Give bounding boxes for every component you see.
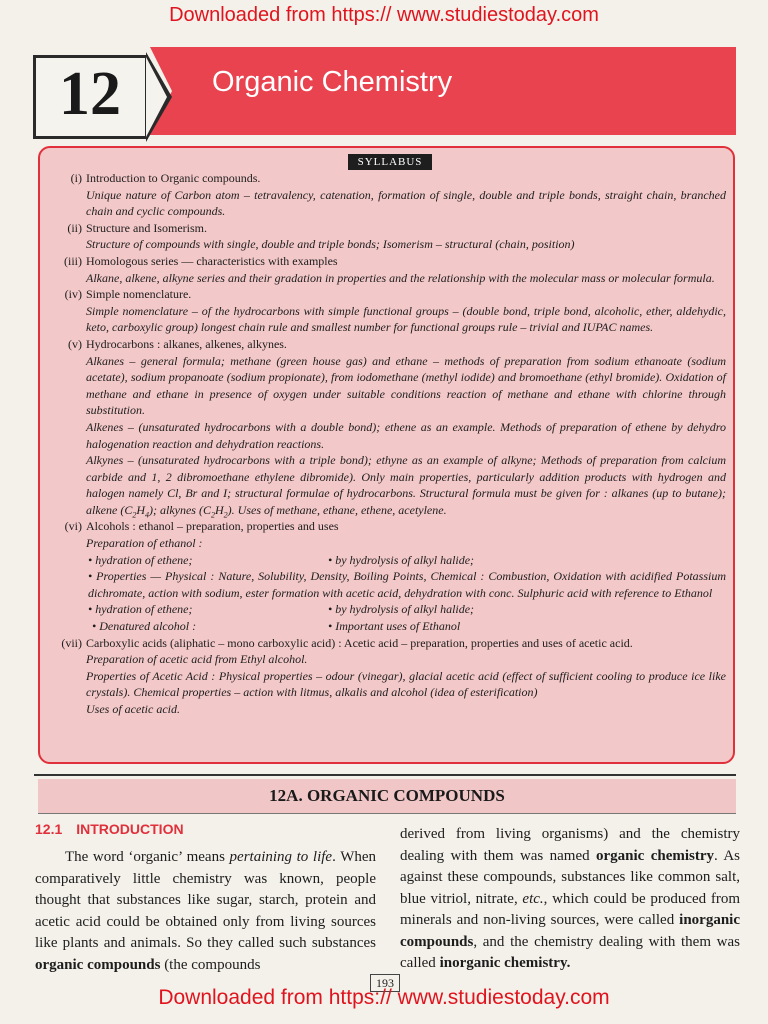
- item-description: Preparation of acetic acid from Ethyl alcohol.: [86, 652, 308, 667]
- item-number: (vi): [64, 519, 82, 534]
- item-description: Alkane, alkene, alkyne series and their gradation in properties and the relationship with the molecular mass or molecular formula.: [86, 270, 715, 285]
- alkynes-tail: ). Uses of methane, ethane, ethene, acetylene.: [227, 502, 447, 517]
- bullet-item: • hydration of ethene;: [88, 552, 193, 567]
- text-bold: inorganic chemistry.: [439, 955, 571, 971]
- item-subheading: Preparation of ethanol :: [86, 536, 203, 551]
- item-description: Unique nature of Carbon atom – tetravalency, catenation, formation of single, double and triple bonds, straight chain, branched chain and cyclic compounds.: [86, 187, 726, 219]
- intro-title: INTRODUCTION: [76, 821, 184, 837]
- syllabus-list: [50, 170, 726, 718]
- item-number: (v): [68, 336, 82, 351]
- text-run: The word ‘organic’ means: [65, 849, 230, 865]
- item-description-alkenes: Alkenes – (unsaturated hydrocarbons with a double bond); ethene as an example. Methods of preparation of ethene by dehydro halogenation reaction and dehydration reactions.: [86, 419, 726, 451]
- formula-c: C: [124, 502, 133, 517]
- formula-sub: 2: [211, 510, 215, 520]
- item-title: Simple nomenclature.: [86, 287, 192, 302]
- syllabus-item: [50, 635, 726, 718]
- text-bold: organic chemistry: [596, 847, 715, 864]
- chapter-arrow-inner: [146, 57, 167, 137]
- item-title: Hydrocarbons : alkanes, alkenes, alkynes.: [86, 336, 287, 351]
- item-description-alkynes: [86, 452, 726, 518]
- bullet-item: • Important uses of Ethanol: [328, 619, 461, 634]
- formula-h: H: [215, 502, 224, 517]
- formula-sub: 4: [145, 510, 149, 520]
- bullet-item: • by hydrolysis of alkyl halide;: [328, 552, 475, 567]
- syllabus-item: [50, 286, 726, 336]
- section-rule: [34, 774, 736, 776]
- bullet-item: • Denatured alcohol :: [92, 619, 197, 634]
- item-description: Simple nomenclature – of the hydrocarbons with simple functional groups – (double bond, triple bond, alcoholic, ether, aldehydic, keto, carboxylic group) longest chain rule and smallest number for functional groups rule – trivial and IUPAC names.: [86, 303, 726, 335]
- page-number: 193: [370, 974, 400, 992]
- text-run: , and the chemistry dealing with them was called: [400, 933, 740, 971]
- intro-left-column: [35, 847, 376, 976]
- syllabus-item: [50, 336, 726, 519]
- formula-sub: 2: [132, 510, 137, 520]
- syllabus-item: [50, 170, 726, 220]
- text-run: (the compounds: [160, 956, 261, 973]
- bullet-row: [86, 601, 726, 618]
- item-title: Alcohols : ethanol – preparation, properties and uses: [86, 519, 339, 534]
- formula-c: C: [202, 502, 211, 517]
- item-number: (i): [70, 171, 82, 185]
- item-number: (iii): [64, 253, 82, 268]
- item-description: Structure of compounds with single, double and triple bonds; Isomerism – structural (chain, position): [86, 237, 575, 252]
- item-description: Alkanes – general formula; methane (green house gas) and ethane – methods of preparation from sodium ethanoate (sodium acetate), sodium propanoate (sodium propionate), from iodomethane (methyl iodide) and bromoethane (ethyl bromide). Oxidation of methane and ethane in presence of oxygen under suitable conditions reaction of methane and ethane with chlorine through substitution.: [86, 353, 726, 418]
- bullet-row: [86, 568, 726, 601]
- syllabus-item: [50, 518, 726, 634]
- formula-h: H: [136, 502, 145, 517]
- item-number: (ii): [67, 220, 82, 235]
- intro-heading: [35, 821, 184, 837]
- bullet-row: [86, 552, 726, 569]
- syllabus-label: SYLLABUS: [348, 154, 432, 170]
- item-title: Introduction to Organic compounds.: [86, 171, 261, 185]
- formula-sub: 2: [223, 510, 228, 520]
- syllabus-item: [50, 220, 726, 253]
- text-run: . As against these compounds, substances like common salt, blue vitriol, nitrate,: [400, 847, 741, 907]
- section-title: 12A. ORGANIC COMPOUNDS: [269, 786, 505, 805]
- item-number: (vii): [61, 635, 82, 650]
- item-title: Carboxylic acids (aliphatic – mono carboxylic acid) : Acetic acid – preparation, properties and uses of acetic acid.: [86, 635, 633, 650]
- text-run: derived from living organisms) and the chemistry dealing with them was named: [400, 826, 740, 864]
- bullet-item: • Properties — Physical : Nature, Solubility, Density, Boiling Points, Chemical : Combustion, Oxidation with acidified Potassium dichromate, action with sodium, ester formation with acetic acid, dehydration with conc. Sulphuric acid with reference to Ethanol: [88, 569, 726, 600]
- item-number: (iv): [64, 287, 82, 302]
- text-run: , which could be produced from minerals and non-living sources, were called: [400, 890, 740, 928]
- watermark-bottom[interactable]: Downloaded from https:// www.studiestoday.com: [158, 986, 610, 1009]
- item-description: Properties of Acetic Acid : Physical properties – odour (vinegar), glacial acetic acid (effect of sufficient cooling to produce ice like crystals). Chemical properties – action with litmus, alkalis and alcohol (idea of esterification): [86, 668, 726, 700]
- item-description: Uses of acetic acid.: [86, 702, 180, 716]
- item-title: Homologous series — characteristics with examples: [86, 253, 338, 268]
- intro-number: 12.1: [35, 821, 63, 837]
- text-italic: pertaining to life: [229, 849, 333, 865]
- text-run: . When comparatively little chemistry was known, people thought that substances like sugar, starch, protein and acetic acid could be obtained only from living sources like plants and animals. So they called such substances: [35, 849, 377, 951]
- syllabus-item: [50, 253, 726, 286]
- intro-right-column: [400, 824, 740, 975]
- bullet-item: • by hydrolysis of alkyl halide;: [328, 602, 475, 617]
- bullet-item: • hydration of ethene;: [88, 602, 193, 617]
- text-italic: etc.: [522, 890, 544, 907]
- text-bold: organic compounds: [35, 956, 161, 973]
- text-bold: inorganic compounds: [400, 912, 740, 950]
- chapter-title: Organic Chemistry: [212, 66, 453, 98]
- chapter-number: 12: [59, 60, 121, 128]
- alkynes-text: Alkynes – (unsaturated hydrocarbons with a triple bond); ethyne as an example of alkyne; Methods of preparation from calcium carbide and 1, 2 dibromoethane ethylene dibromide). Only main properties, particularly addition products with hydrogen and halogen namely Cl, Br and I; structural formulae of hydrocarbons. Structural formula must be given for : alkanes (up to butane); alkene (: [86, 453, 726, 517]
- watermark-top[interactable]: Downloaded from https:// www.studiestoday.com: [169, 4, 599, 26]
- bullet-row: [86, 618, 726, 635]
- alkynes-mid: ); alkynes (: [149, 502, 203, 517]
- item-title: Structure and Isomerism.: [86, 220, 207, 235]
